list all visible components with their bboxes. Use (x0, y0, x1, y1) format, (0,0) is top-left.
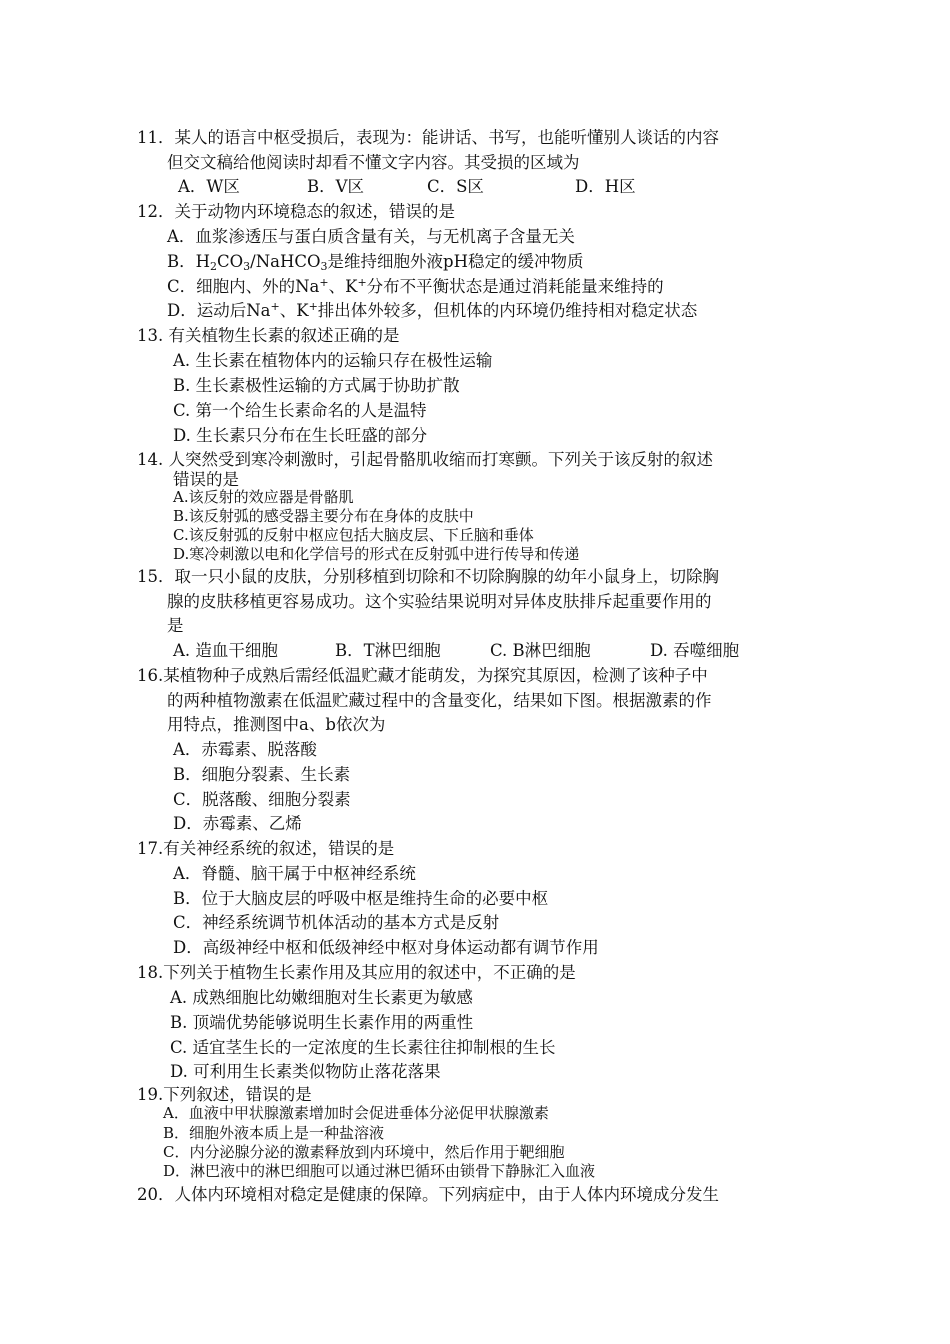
q11-option-c: C．S区 (427, 177, 484, 196)
q16-option-b: B．细胞分裂素、生长素 (173, 765, 351, 784)
q15-option-d: D. 吞噬细胞 (650, 641, 740, 660)
q11-option-d: D．H区 (575, 177, 636, 196)
q14-option-b: B.该反射弧的感受器主要分布在身体的皮肤中 (173, 507, 474, 525)
q17-option-d: D．高级神经中枢和低级神经中枢对身体运动都有调节作用 (173, 938, 599, 957)
q16-stem-line1: 16.某植物种子成熟后需经低温贮藏才能萌发，为探究其原因，检测了该种子中 (137, 666, 708, 685)
q19-option-d: D．淋巴液中的淋巴细胞可以通过淋巴循环由锁骨下静脉汇入血液 (163, 1162, 596, 1180)
q13-option-c: C. 第一个给生长素命名的人是温特 (173, 401, 427, 420)
q14-option-c: C.该反射弧的反射中枢应包括大脑皮层、下丘脑和垂体 (173, 526, 534, 544)
q12-option-b: B．$H_2CO_3/NaHCO_3$是维持细胞外液pH稳定的缓冲物质 (167, 252, 584, 273)
q16-option-c: C．脱落酸、细胞分裂素 (173, 790, 351, 809)
q12-option-c: C．细胞内、外的Na+、K+分布不平衡状态是通过消耗能量来维持的 (167, 276, 664, 296)
q18-option-c: C. 适宜茎生长的一定浓度的生长素往往抑制根的生长 (170, 1038, 556, 1057)
q15-option-a: A. 造血干细胞 (173, 641, 278, 660)
q11-stem-line1: 11．某人的语言中枢受损后，表现为：能讲话、书写，也能听懂别人谈话的内容 (137, 128, 719, 147)
q15-stem-line3: 是 (167, 616, 184, 635)
q20-stem-line1: 20．人体内环境相对稳定是健康的保障。下列病症中，由于人体内环境成分发生 (137, 1185, 719, 1204)
q12-option-d: D．运动后Na+、K+排出体外较多，但机体的内环境仍维持相对稳定状态 (167, 300, 698, 320)
q15-stem-line2: 腺的皮肤移植更容易成功。这个实验结果说明对异体皮肤排斥起重要作用的 (167, 592, 712, 611)
q19-option-c: C．内分泌腺分泌的激素释放到内环境中，然后作用于靶细胞 (163, 1143, 565, 1161)
q12-option-a: A．血浆渗透压与蛋白质含量有关，与无机离子含量无关 (167, 227, 575, 246)
q18-option-a: A. 成熟细胞比幼嫩细胞对生长素更为敏感 (170, 988, 473, 1007)
q14-option-a: A.该反射的效应器是骨骼肌 (173, 488, 354, 506)
q18-option-b: B. 顶端优势能够说明生长素作用的两重性 (170, 1013, 474, 1032)
q19-option-b: B．细胞外液本质上是一种盐溶液 (163, 1124, 385, 1142)
q17-stem: 17.有关神经系统的叙述，错误的是 (137, 839, 395, 858)
q16-stem-line2: 的两种植物激素在低温贮藏过程中的含量变化，结果如下图。根据激素的作 (167, 691, 712, 710)
q11-stem-line2: 但交文稿给他阅读时却看不懂文字内容。其受损的区域为 (167, 153, 580, 172)
q13-option-d: D. 生长素只分布在生长旺盛的部分 (173, 426, 428, 445)
q17-option-b: B．位于大脑皮层的呼吸中枢是维持生命的必要中枢 (173, 889, 549, 908)
q17-option-a: A．脊髓、脑干属于中枢神经系统 (173, 864, 416, 883)
q15-stem-line1: 15．取一只小鼠的皮肤，分别移植到切除和不切除胸腺的幼年小鼠身上，切除胸 (137, 567, 719, 586)
q16-stem-line3: 用特点，推测图中a、b依次为 (167, 715, 386, 734)
q19-stem: 19.下列叙述，错误的是 (137, 1085, 312, 1104)
q19-option-a: A．血液中甲状腺激素增加时会促进垂体分泌促甲状腺激素 (163, 1104, 549, 1122)
q11-option-b: B．V区 (307, 177, 365, 196)
q11-options (0, 176, 950, 198)
q16-option-a: A．赤霉素、脱落酸 (173, 740, 317, 759)
q14-option-d: D.寒冷刺激以电和化学信号的形式在反射弧中进行传导和传递 (173, 545, 580, 563)
q14-stem-line1: 14. 人突然受到寒冷刺激时，引起骨骼肌收缩而打寒颤。下列关于该反射的叙述 (137, 450, 713, 469)
q18-option-d: D. 可利用生长素类似物防止落花落果 (170, 1062, 441, 1081)
q13-option-b: B. 生长素极性运输的方式属于协助扩散 (173, 376, 460, 395)
q18-stem: 18.下列关于植物生长素作用及其应用的叙述中，不正确的是 (137, 963, 576, 982)
q15-option-c: C. B淋巴细胞 (490, 641, 591, 660)
q13-option-a: A. 生长素在植物体内的运输只存在极性运输 (173, 351, 493, 370)
q15-options (0, 640, 950, 662)
q12-stem: 12．关于动物内环境稳态的叙述，错误的是 (137, 202, 455, 221)
q11-option-a: A．W区 (178, 177, 240, 196)
q14-stem-line2: 错误的是 (173, 470, 239, 489)
q15-option-b: B．T淋巴细胞 (335, 641, 441, 660)
q16-option-d: D．赤霉素、乙烯 (173, 814, 302, 833)
q17-option-c: C．神经系统调节机体活动的基本方式是反射 (173, 913, 500, 932)
q13-stem: 13. 有关植物生长素的叙述正确的是 (137, 326, 400, 345)
